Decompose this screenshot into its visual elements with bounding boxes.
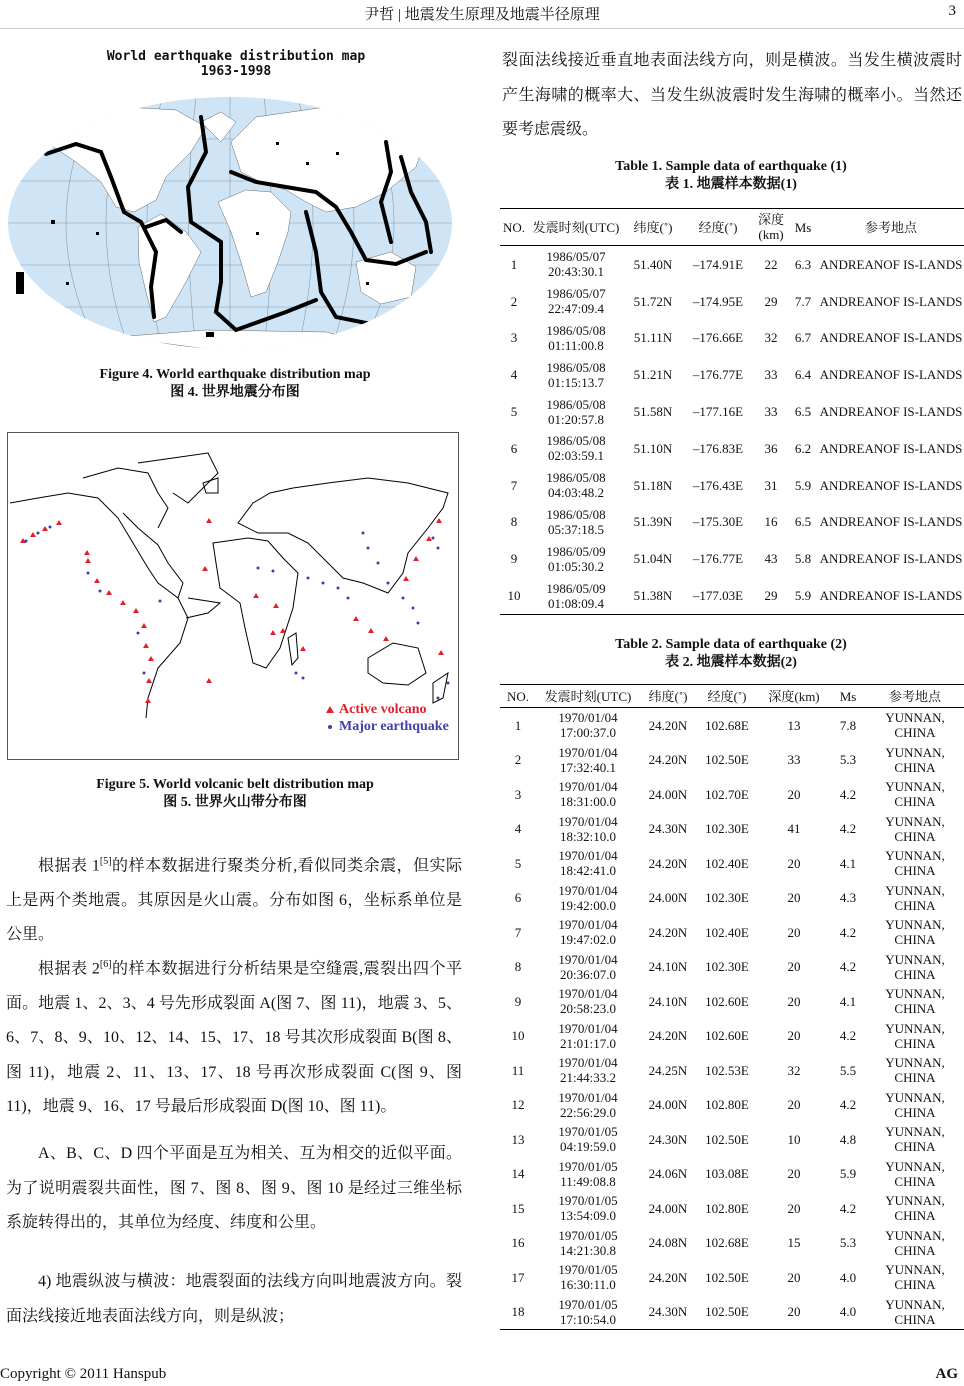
- table-cell: 1970/01/04 18:31:00.0: [558, 779, 618, 810]
- table-cell: 24.20N: [648, 924, 688, 940]
- table-cell: 102.30E: [705, 821, 749, 837]
- col-header: Ms: [830, 685, 866, 708]
- table-cell: 4.2: [839, 959, 857, 975]
- table-cell: 3: [514, 786, 522, 802]
- table-cell: 8: [514, 959, 522, 975]
- table-cell: 31: [764, 477, 778, 493]
- table-cell: 15: [511, 1200, 525, 1216]
- table-cell: 33: [764, 404, 778, 420]
- col-header: 经度(˚): [682, 209, 754, 246]
- table-cell: 102.50E: [705, 1304, 749, 1320]
- table-cell: –177.03E: [692, 588, 744, 604]
- table-cell: ANDREANOF IS-LANDS: [819, 330, 963, 346]
- table-cell: 51.38N: [633, 588, 673, 604]
- table-cell: –177.16E: [692, 404, 744, 420]
- table-cell: 12: [511, 1097, 525, 1113]
- coastlines: [10, 453, 448, 718]
- table-cell: 102.53E: [705, 1062, 749, 1078]
- table-cell: YUNNAN, CHINA: [885, 951, 945, 982]
- table-cell: 29: [764, 293, 778, 309]
- table-cell: 102.50E: [705, 1131, 749, 1147]
- table-cell: 24.00N: [648, 1200, 688, 1216]
- table-row: [500, 1053, 964, 1088]
- table-cell: 1970/01/05 11:49:08.8: [558, 1158, 618, 1189]
- table-cell: 20: [787, 1200, 801, 1216]
- table-row: [500, 393, 964, 430]
- table-cell: 24.30N: [648, 1304, 688, 1320]
- table-cell: –174.95E: [692, 293, 744, 309]
- table-cell: 6.5: [794, 514, 812, 530]
- table-cell: 4.2: [839, 924, 857, 940]
- figure-4-earthquake-map: [6, 44, 466, 362]
- table-cell: ANDREANOF IS-LANDS: [819, 404, 963, 420]
- table-cell: 51.72N: [633, 293, 673, 309]
- table-cell: 22: [764, 256, 778, 272]
- table-cell: 9: [510, 551, 518, 567]
- table-row: [500, 1295, 964, 1330]
- table-cell: 24.10N: [648, 993, 688, 1009]
- table-cell: 1986/05/09 01:08:09.4: [546, 580, 606, 611]
- table-cell: ANDREANOF IS-LANDS: [819, 440, 963, 456]
- paragraph-4: 4) 地震纵波与横波：地震裂面的法线方向叫地震波方向。裂面法线接近地表面法线方向，则是纵波；: [6, 1273, 462, 1325]
- table-cell: 29: [764, 588, 778, 604]
- table-cell: 20: [787, 959, 801, 975]
- table-cell: –176.77E: [692, 367, 744, 383]
- table-row: [500, 812, 964, 847]
- table-cell: YUNNAN, CHINA: [885, 813, 945, 844]
- table-cell: 1986/05/08 05:37:18.5: [546, 506, 606, 537]
- table-row: [500, 246, 964, 283]
- table-cell: 43: [764, 551, 778, 567]
- table-cell: YUNNAN, CHINA: [885, 1262, 945, 1293]
- table-row: [500, 320, 964, 357]
- table-cell: ANDREANOF IS-LANDS: [819, 551, 963, 567]
- table-cell: 5: [510, 404, 518, 420]
- figure-5-volcanic-map: [7, 432, 459, 760]
- table-cell: 102.50E: [705, 1269, 749, 1285]
- legend-item-volcano: [326, 701, 449, 718]
- table-cell: 6.4: [794, 367, 812, 383]
- table-cell: 20: [787, 890, 801, 906]
- table-cell: 5.9: [794, 477, 812, 493]
- table-2-caption-zh: 表 2. 地震样本数据(2): [665, 655, 797, 670]
- table-cell: 1970/01/04 22:56:29.0: [558, 1089, 618, 1120]
- table-cell: 4: [514, 821, 522, 837]
- table-cell: YUNNAN, CHINA: [885, 1296, 945, 1327]
- table-cell: 3: [510, 330, 518, 346]
- table-cell: 16: [764, 514, 778, 530]
- table-cell: 36: [764, 440, 778, 456]
- table-cell: YUNNAN, CHINA: [885, 986, 945, 1017]
- table-row: [500, 1019, 964, 1054]
- table-cell: –176.83E: [692, 440, 744, 456]
- table-cell: ANDREANOF IS-LANDS: [819, 367, 963, 383]
- col-header: 深度(km): [754, 209, 788, 246]
- table-cell: 24.20N: [648, 855, 688, 871]
- table-row: [500, 1191, 964, 1226]
- earthquake-world-map: [6, 82, 466, 362]
- figure-5-caption-zh: 图 5. 世界火山带分布图: [163, 795, 307, 810]
- table-cell: –176.43E: [692, 477, 744, 493]
- table-cell: YUNNAN, CHINA: [885, 848, 945, 879]
- table-cell: –176.77E: [692, 551, 744, 567]
- table-row: [500, 846, 964, 881]
- table-cell: 41: [787, 821, 801, 837]
- table-cell: 4.1: [839, 855, 857, 871]
- table-row: [500, 881, 964, 916]
- table-row: [500, 430, 964, 467]
- table-cell: 4.0: [839, 1304, 857, 1320]
- table-cell: 4.2: [839, 786, 857, 802]
- table-row: [500, 984, 964, 1019]
- col-header: 纬度(˚): [640, 685, 696, 708]
- table-cell: 1970/01/04 18:32:10.0: [558, 813, 618, 844]
- table-cell: –175.30E: [692, 514, 744, 530]
- table-cell: 1986/05/08 01:15:13.7: [546, 359, 606, 390]
- table-cell: 51.11N: [633, 330, 673, 346]
- table-cell: 20: [787, 1097, 801, 1113]
- table-row: [500, 540, 964, 577]
- dot-icon: [328, 725, 332, 729]
- table-row: [500, 1260, 964, 1295]
- table-2-header-row: [500, 685, 964, 708]
- running-header: [0, 0, 964, 29]
- table-cell: 102.40E: [705, 924, 749, 940]
- table-cell: 20: [787, 1166, 801, 1182]
- table-cell: 20: [787, 993, 801, 1009]
- table-cell: 15: [787, 1235, 801, 1251]
- table-cell: 2: [510, 293, 518, 309]
- table-cell: YUNNAN, CHINA: [885, 917, 945, 948]
- figure-4-caption-en: Figure 4. World earthquake distribution map: [99, 367, 371, 382]
- table-cell: 1970/01/04 19:47:02.0: [558, 917, 618, 948]
- table-cell: 4.1: [839, 993, 857, 1009]
- table-cell: YUNNAN, CHINA: [885, 1055, 945, 1086]
- table-cell: 24.20N: [648, 1028, 688, 1044]
- table-cell: 24.00N: [648, 1097, 688, 1113]
- table-cell: 4.2: [839, 821, 857, 837]
- table-cell: 10: [787, 1131, 801, 1147]
- table-cell: 51.10N: [633, 440, 673, 456]
- page-number: 3: [948, 3, 956, 19]
- table-cell: YUNNAN, CHINA: [885, 882, 945, 913]
- table-cell: 51.04N: [633, 551, 673, 567]
- table-cell: 6: [514, 890, 522, 906]
- table-2-caption-en: Table 2. Sample data of earthquake (2): [615, 637, 847, 652]
- table-cell: 1970/01/05 17:10:54.0: [558, 1296, 618, 1327]
- paragraph-1: 根据表 1[5]的样本数据进行聚类分析,看似同类余震，但实际上是两个类地震。其原因是火山震。分布如图 6，坐标系单位是公里。: [6, 856, 462, 944]
- table-cell: 1: [510, 256, 518, 272]
- table-cell: 102.60E: [705, 1028, 749, 1044]
- table-cell: ANDREANOF IS-LANDS: [819, 293, 963, 309]
- table-row: [500, 467, 964, 504]
- table-row: [500, 950, 964, 985]
- table-cell: 4.8: [839, 1131, 857, 1147]
- table-cell: –176.66E: [692, 330, 744, 346]
- table-cell: 20: [787, 1269, 801, 1285]
- table-cell: 51.21N: [633, 367, 673, 383]
- table-row: [500, 283, 964, 320]
- table-cell: 11: [511, 1062, 525, 1078]
- table-cell: 13: [511, 1131, 525, 1147]
- table-cell: 1970/01/04 19:42:00.0: [558, 882, 618, 913]
- table-cell: 1970/01/05 13:54:09.0: [558, 1193, 618, 1224]
- table-cell: 24.20N: [648, 752, 688, 768]
- table-cell: 102.80E: [705, 1097, 749, 1113]
- table-cell: ANDREANOF IS-LANDS: [819, 477, 963, 493]
- col-header: 参考地点: [818, 209, 964, 246]
- table-cell: 10: [511, 1028, 525, 1044]
- table-cell: 24.25N: [648, 1062, 688, 1078]
- table-cell: 5.3: [839, 752, 857, 768]
- table-row: [500, 915, 964, 950]
- table-cell: 24.08N: [648, 1235, 688, 1251]
- table-1: [500, 208, 964, 615]
- table-cell: 1986/05/08 02:03:59.1: [546, 433, 606, 464]
- table-cell: YUNNAN, CHINA: [885, 1193, 945, 1224]
- table-cell: YUNNAN, CHINA: [885, 1158, 945, 1189]
- table-cell: 1970/01/05 04:19:59.0: [558, 1124, 618, 1155]
- table-cell: 6.5: [794, 404, 812, 420]
- table-cell: 1986/05/07 22:47:09.4: [546, 286, 606, 317]
- table-cell: 1970/01/05 16:30:11.0: [558, 1262, 618, 1293]
- paragraph-2: 根据表 2[6]的样本数据进行分析结果是空缝震,震裂出四个平面。地震 1、2、3、4 号先形成裂面 A(图 7、图 11)，地震 3、5、6、7、8、9、10、12、14、15、17、18 号其次形成裂面 B(图 8、图 11)，地震 2、11、13、17、18 号再次形成裂面 C(图 9、图 11)，地震 9、16、17 号最后形成裂面 D(图 10、图 11)。: [6, 959, 462, 1116]
- table-cell: 1986/05/08 01:20:57.8: [546, 396, 606, 427]
- map-title: World earthquake distribution map: [106, 49, 366, 64]
- triangle-icon: [326, 706, 334, 713]
- figure-5-caption-en: Figure 5. World volcanic belt distribution map: [96, 777, 374, 792]
- table-cell: 24.20N: [648, 717, 688, 733]
- table-row: [500, 577, 964, 614]
- table-cell: 5.8: [794, 551, 812, 567]
- table-cell: 20: [787, 855, 801, 871]
- table-cell: 103.08E: [705, 1166, 749, 1182]
- table-row: [500, 1157, 964, 1192]
- table-cell: 102.50E: [705, 752, 749, 768]
- table-row: [500, 708, 964, 743]
- table-row: [500, 504, 964, 541]
- table-cell: 7.7: [794, 293, 812, 309]
- table-cell: 33: [787, 752, 801, 768]
- table-cell: 102.68E: [705, 717, 749, 733]
- table-cell: 7: [510, 477, 518, 493]
- table-cell: 24.10N: [648, 959, 688, 975]
- table-cell: 5: [514, 855, 522, 871]
- table-cell: 102.40E: [705, 855, 749, 871]
- table-cell: ANDREANOF IS-LANDS: [819, 514, 963, 530]
- table-cell: 102.80E: [705, 1200, 749, 1216]
- col-header: NO.: [500, 209, 528, 246]
- table-cell: 16: [511, 1235, 525, 1251]
- legend-item-earthquake: [326, 718, 449, 735]
- table-cell: 4.0: [839, 1269, 857, 1285]
- table-1-caption-zh: 表 1. 地震样本数据(1): [665, 177, 797, 192]
- table-cell: 1970/01/04 20:36:07.0: [558, 951, 618, 982]
- table-cell: 4.3: [839, 890, 857, 906]
- table-cell: 24.30N: [648, 821, 688, 837]
- table-cell: ANDREANOF IS-LANDS: [819, 588, 963, 604]
- paragraph-3: A、B、C、D 四个平面是互为相关、互为相交的近似平面。为了说明震裂共面性，图 7、图 8、图 9、图 10 是经过三维坐标系旋转得出的，其单位为经度、纬度和公里。: [6, 1145, 462, 1231]
- table-cell: 102.70E: [705, 786, 749, 802]
- table-cell: 5.3: [839, 1235, 857, 1251]
- table-row: [500, 1226, 964, 1261]
- table-row: [500, 1088, 964, 1123]
- map-legend: [326, 701, 449, 735]
- table-cell: 1970/01/04 17:32:40.1: [558, 744, 618, 775]
- table-2: [500, 684, 964, 1330]
- legend-label-volcano: Active volcano: [339, 701, 427, 717]
- table-cell: YUNNAN, CHINA: [885, 710, 945, 741]
- table-1-caption-en: Table 1. Sample data of earthquake (1): [615, 159, 847, 174]
- table-cell: 51.18N: [633, 477, 673, 493]
- legend-label-earthquake: Major earthquake: [339, 718, 449, 734]
- table-cell: 5.5: [839, 1062, 857, 1078]
- col-header: NO.: [500, 685, 536, 708]
- running-title: 尹哲 | 地震发生原理及地震半径原理: [364, 7, 600, 23]
- table-cell: 20: [787, 924, 801, 940]
- table-cell: 1970/01/04 17:00:37.0: [558, 710, 618, 741]
- table-cell: 51.39N: [633, 514, 673, 530]
- table-cell: 5.9: [794, 588, 812, 604]
- table-cell: YUNNAN, CHINA: [885, 1227, 945, 1258]
- journal-abbrev: AG: [935, 1366, 958, 1382]
- table-cell: 9: [514, 993, 522, 1009]
- col-header: 经度(˚): [696, 685, 758, 708]
- table-cell: 6: [510, 440, 518, 456]
- map-subtitle-years: 1963-1998: [200, 64, 272, 79]
- table-cell: 102.30E: [705, 959, 749, 975]
- table-cell: 24.06N: [648, 1166, 688, 1182]
- table-cell: 32: [787, 1062, 801, 1078]
- table-cell: 24.00N: [648, 890, 688, 906]
- table-cell: 51.40N: [633, 256, 673, 272]
- table-cell: 24.00N: [648, 786, 688, 802]
- table-cell: 7.8: [839, 717, 857, 733]
- table-cell: 17: [511, 1269, 525, 1285]
- col-header: 发震时刻(UTC): [528, 209, 624, 246]
- table-cell: 1970/01/04 21:44:33.2: [558, 1055, 618, 1086]
- table-cell: 4: [510, 367, 518, 383]
- table-cell: 51.58N: [633, 404, 673, 420]
- table-cell: YUNNAN, CHINA: [885, 779, 945, 810]
- col-header: 纬度(˚): [624, 209, 682, 246]
- table-cell: 1986/05/08 04:03:48.2: [546, 470, 606, 501]
- table-cell: 1970/01/05 14:21:30.8: [558, 1227, 618, 1258]
- table-cell: 4.2: [839, 1097, 857, 1113]
- col-header: 参考地点: [866, 685, 964, 708]
- col-header: 发震时刻(UTC): [536, 685, 640, 708]
- table-cell: 1: [514, 717, 522, 733]
- table-cell: 1986/05/07 20:43:30.1: [546, 249, 606, 280]
- table-cell: 14: [511, 1166, 525, 1182]
- table-cell: YUNNAN, CHINA: [885, 1020, 945, 1051]
- table-cell: ANDREANOF IS-LANDS: [819, 256, 963, 272]
- table-cell: 6.7: [794, 330, 812, 346]
- earthquake-markers: [25, 526, 450, 700]
- table-cell: 102.30E: [705, 890, 749, 906]
- table-cell: 5.9: [839, 1166, 857, 1182]
- table-row: [500, 1122, 964, 1157]
- table-cell: 20: [787, 1304, 801, 1320]
- table-cell: 10: [507, 588, 521, 604]
- table-row: [500, 743, 964, 778]
- table-cell: 2: [514, 752, 522, 768]
- table-cell: YUNNAN, CHINA: [885, 744, 945, 775]
- table-cell: 1986/05/09 01:05:30.2: [546, 543, 606, 574]
- table-cell: 20: [787, 786, 801, 802]
- table-cell: 102.60E: [705, 993, 749, 1009]
- table-cell: 4.2: [839, 1200, 857, 1216]
- copyright: Copyright © 2011 Hanspub: [0, 1366, 167, 1382]
- table-cell: 13: [787, 717, 801, 733]
- table-cell: 1970/01/04 20:58:23.0: [558, 986, 618, 1017]
- table-cell: 6.3: [794, 256, 812, 272]
- table-cell: 18: [511, 1304, 525, 1320]
- table-row: [500, 356, 964, 393]
- table-1-header-row: [500, 209, 964, 246]
- col-header: 深度(km): [758, 685, 830, 708]
- table-cell: YUNNAN, CHINA: [885, 1124, 945, 1155]
- table-cell: 1986/05/08 01:11:00.8: [546, 322, 606, 353]
- table-cell: 1970/01/04 21:01:17.0: [558, 1020, 618, 1051]
- table-cell: 6.2: [794, 440, 812, 456]
- table-cell: 102.68E: [705, 1235, 749, 1251]
- figure-4-caption-zh: 图 4. 世界地震分布图: [170, 385, 300, 400]
- table-cell: 24.30N: [648, 1131, 688, 1147]
- table-cell: 4.2: [839, 1028, 857, 1044]
- table-cell: –174.91E: [692, 256, 744, 272]
- table-cell: 33: [764, 367, 778, 383]
- col-header: Ms: [788, 209, 818, 246]
- table-cell: 32: [764, 330, 778, 346]
- table-cell: YUNNAN, CHINA: [885, 1089, 945, 1120]
- table-cell: 20: [787, 1028, 801, 1044]
- table-cell: 1970/01/04 18:42:41.0: [558, 848, 618, 879]
- table-cell: 24.20N: [648, 1269, 688, 1285]
- paragraph-right: 裂面法线接近垂直地表面法线方向，则是横波。当发生横波震时产生海啸的概率大、当发生纵波震时发生海啸的概率小。当然还要考虑震级。: [502, 52, 962, 138]
- table-cell: 7: [514, 924, 522, 940]
- table-row: [500, 777, 964, 812]
- table-cell: 8: [510, 514, 518, 530]
